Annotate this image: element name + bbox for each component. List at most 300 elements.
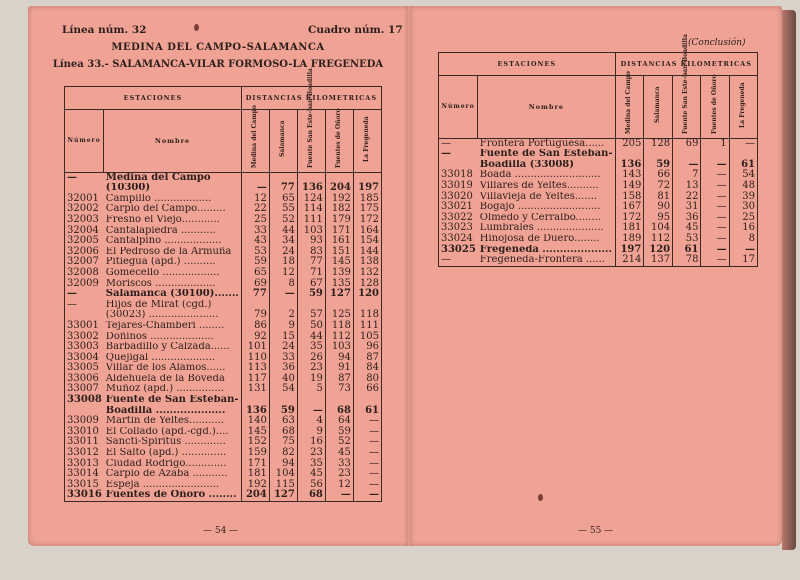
- dist-col-header: Salamanca: [653, 86, 661, 124]
- distance-value: 61: [729, 160, 757, 171]
- station-number: 33024: [441, 232, 473, 244]
- distance-value: 115: [269, 480, 297, 491]
- left-title: MEDINA DEL CAMPO-SALAMANCA: [111, 42, 325, 53]
- station-number: 32006: [67, 245, 99, 257]
- distance-value: 59: [325, 427, 353, 438]
- estaciones-header: ESTACIONES: [439, 53, 616, 76]
- distance-value: 139: [325, 268, 353, 279]
- distance-value: 185: [353, 194, 381, 205]
- distance-value: 90: [644, 202, 673, 213]
- station-number: 33019: [441, 179, 473, 191]
- ink-spot: [538, 494, 543, 501]
- distancias-header: DISTANCIAS KILOMETRICAS: [241, 87, 381, 110]
- distance-value: 61: [353, 406, 381, 417]
- distance-value: 1: [701, 138, 729, 149]
- distance-value: 23: [325, 469, 353, 480]
- distance-value: —: [353, 459, 381, 470]
- dist-col-header: Fuentes de Oñoro: [335, 108, 343, 168]
- distance-value: —: [325, 490, 353, 501]
- distance-value: 93: [297, 236, 325, 247]
- distance-value: 197: [615, 245, 644, 256]
- distance-value: 94: [269, 459, 297, 470]
- station-name: El Collado (apd.-cgd.)....: [105, 426, 229, 437]
- dist-col-header: Fuente San Este-ban-Boadilla: [307, 68, 315, 168]
- station-name: Fuente de San Esteban-: [105, 395, 239, 406]
- left-distance-table: [64, 68, 382, 502]
- distance-value: —: [701, 255, 729, 266]
- distance-value: 172: [615, 213, 644, 224]
- station-name: Gomecello ..................: [105, 267, 220, 278]
- distance-value: 79: [241, 310, 269, 321]
- distance-value: 192: [325, 194, 353, 205]
- distance-value: 197: [353, 183, 381, 194]
- numero-header: Número: [439, 76, 478, 139]
- distance-value: —: [353, 448, 381, 459]
- station-name: Quejigal ....................: [105, 352, 215, 363]
- station-number: —: [441, 137, 451, 149]
- station-number: 32009: [67, 277, 99, 289]
- distance-value: 68: [325, 406, 353, 417]
- distance-value: 9: [297, 427, 325, 438]
- station-name: Cantalapiedra ...........: [105, 225, 216, 236]
- station-number: 32001: [67, 192, 99, 204]
- distance-value: 63: [269, 416, 297, 427]
- station-name: Aldehuela de la Bóveda: [105, 373, 225, 384]
- distance-value: 96: [353, 342, 381, 353]
- station-number: 33018: [441, 169, 473, 181]
- station-name: Bogajo ..........................: [479, 202, 601, 213]
- distance-value: 110: [241, 353, 269, 364]
- station-name: Tejares-Chamberí ........: [105, 320, 225, 331]
- distance-value: 53: [241, 247, 269, 258]
- distance-value: —: [353, 480, 381, 491]
- station-name: Fregeneda ....................: [479, 244, 612, 255]
- table-row: [65, 353, 382, 364]
- right-table-body: [439, 138, 758, 266]
- station-name: Martín de Yeltes...........: [105, 416, 224, 427]
- distance-value: 152: [241, 437, 269, 448]
- table-row: [65, 427, 382, 438]
- table-row: [65, 469, 382, 480]
- left-header-line: Línea núm. 32: [62, 24, 147, 36]
- table-row: [65, 363, 382, 374]
- distance-value: 45: [297, 469, 325, 480]
- distance-value: 95: [644, 213, 673, 224]
- station-name: Sancti-Spiritus .............: [105, 437, 226, 448]
- distance-value: 13: [673, 181, 701, 192]
- distance-value: 77: [269, 183, 297, 194]
- station-name: El Pedroso de la Armuña: [105, 246, 232, 257]
- station-number: 33002: [67, 330, 99, 342]
- distance-value: 113: [241, 363, 269, 374]
- station-number: 33013: [67, 457, 99, 469]
- table-row: [439, 149, 758, 160]
- distance-value: 81: [644, 192, 673, 203]
- station-name: Ciudad Rodrigo.............: [105, 458, 227, 469]
- distance-value: 55: [269, 204, 297, 215]
- distance-value: 35: [297, 342, 325, 353]
- distance-value: 40: [269, 374, 297, 385]
- distance-value: —: [353, 416, 381, 427]
- distance-value: 125: [325, 310, 353, 321]
- table-row: [439, 160, 758, 171]
- distance-value: 159: [241, 448, 269, 459]
- station-name: Moriscos ...................: [105, 278, 216, 289]
- station-name: Fuente de San Esteban-: [479, 149, 613, 160]
- distance-value: 114: [297, 204, 325, 215]
- distance-value: 204: [325, 183, 353, 194]
- distance-value: 182: [325, 204, 353, 215]
- distance-value: 19: [297, 374, 325, 385]
- station-number: 33023: [441, 222, 473, 234]
- station-number: 33010: [67, 425, 99, 437]
- station-name: (30023) ......................: [105, 310, 219, 321]
- numero-header: Número: [65, 110, 104, 173]
- station-number: —: [67, 298, 77, 310]
- distance-value: 2: [269, 310, 297, 321]
- table-row: [439, 234, 758, 245]
- distance-value: 179: [325, 215, 353, 226]
- distance-value: 167: [615, 202, 644, 213]
- distance-value: 12: [325, 480, 353, 491]
- distance-value: 204: [241, 490, 269, 501]
- distance-value: 77: [297, 257, 325, 268]
- right-header-conclusion: (Conclusión): [688, 38, 746, 48]
- distance-value: 135: [325, 279, 353, 290]
- distance-value: 31: [673, 202, 701, 213]
- table-row: [65, 406, 382, 417]
- distance-value: 132: [353, 268, 381, 279]
- station-number: 32007: [67, 256, 99, 268]
- station-name: Fuentes de Oñoro ........: [105, 490, 237, 501]
- station-name: Campillo ..................: [105, 193, 212, 204]
- distance-value: 9: [269, 321, 297, 332]
- station-name: Villavieja de Yeltes.......: [479, 191, 598, 202]
- distance-value: 136: [241, 406, 269, 417]
- distance-value: —: [353, 490, 381, 501]
- dist-col-header: Fuentes de Oñoro: [710, 74, 718, 134]
- table-row: [439, 245, 758, 256]
- distance-value: 53: [673, 234, 701, 245]
- distance-value: 54: [729, 170, 757, 181]
- station-number: 33016: [67, 489, 102, 501]
- distance-value: 33: [325, 459, 353, 470]
- distance-value: 59: [241, 257, 269, 268]
- distance-value: 145: [241, 427, 269, 438]
- distance-value: 171: [241, 459, 269, 470]
- distance-value: —: [701, 223, 729, 234]
- table-row: [439, 138, 758, 149]
- distance-value: 33: [269, 353, 297, 364]
- station-name: Boadilla (33008): [479, 159, 575, 170]
- left-subtitle: Línea 33.- SALAMANCA-VILAR FORMOSO-LA FREGENEDA: [52, 59, 384, 70]
- station-name: Villares de Yeltes..........: [479, 180, 599, 191]
- station-number: 32008: [67, 266, 99, 278]
- distance-value: 23: [297, 448, 325, 459]
- station-number: —: [441, 254, 451, 266]
- distance-value: 181: [241, 469, 269, 480]
- station-name: Muñoz (apd.) ...............: [105, 384, 224, 395]
- distance-value: 45: [325, 448, 353, 459]
- distance-value: 171: [325, 226, 353, 237]
- table-row: [65, 437, 382, 448]
- dist-col-header: Salamanca: [279, 120, 287, 158]
- distance-value: 43: [241, 236, 269, 247]
- station-number: 33003: [67, 341, 99, 353]
- distance-value: 161: [325, 236, 353, 247]
- dist-col-header: Medina del Campo: [625, 71, 633, 134]
- distance-value: 127: [325, 289, 353, 300]
- distance-value: 131: [241, 384, 269, 395]
- dist-col-header: La Fregeneda: [739, 82, 746, 128]
- distance-value: 84: [353, 363, 381, 374]
- table-row: [65, 448, 382, 459]
- book-edge: [782, 10, 796, 550]
- distance-value: —: [353, 437, 381, 448]
- distance-value: 158: [615, 192, 644, 203]
- distance-value: 30: [729, 202, 757, 213]
- table-row: [439, 170, 758, 181]
- station-number: 33022: [441, 211, 473, 223]
- station-number: 32003: [67, 213, 99, 225]
- distance-value: 145: [325, 257, 353, 268]
- distance-value: 136: [615, 160, 644, 171]
- station-number: —: [67, 288, 77, 300]
- distance-value: 120: [353, 289, 381, 300]
- station-number: 33005: [67, 362, 99, 374]
- distance-value: 137: [644, 255, 673, 266]
- distance-value: 143: [615, 170, 644, 181]
- station-number: 33008: [67, 394, 102, 406]
- table-row: [439, 202, 758, 213]
- table-row: [65, 321, 382, 332]
- distance-value: 138: [353, 257, 381, 268]
- station-number: —: [67, 171, 77, 183]
- distance-value: 104: [269, 469, 297, 480]
- table-row: [65, 268, 382, 279]
- distance-value: 87: [353, 353, 381, 364]
- table-row: [65, 416, 382, 427]
- distance-value: 164: [353, 226, 381, 237]
- station-number: —: [441, 148, 451, 160]
- distance-value: 57: [297, 310, 325, 321]
- distance-value: 78: [673, 255, 701, 266]
- station-name: Carpio del Campo.........: [105, 204, 226, 215]
- station-number: 32004: [67, 224, 99, 236]
- distance-value: 72: [644, 181, 673, 192]
- station-number: 33004: [67, 351, 99, 363]
- distance-value: 36: [269, 363, 297, 374]
- distance-value: 205: [615, 138, 644, 149]
- right-page: [410, 6, 782, 546]
- distance-value: 45: [673, 223, 701, 234]
- station-number: 33025: [441, 243, 476, 255]
- station-name: Carpio de Azaba ...........: [105, 469, 228, 480]
- distance-value: 69: [241, 279, 269, 290]
- distance-value: 39: [729, 192, 757, 203]
- distance-value: —: [269, 289, 297, 300]
- distance-value: —: [701, 234, 729, 245]
- station-name: Boada ...........................: [479, 170, 601, 181]
- distance-value: 124: [297, 194, 325, 205]
- table-row: [439, 192, 758, 203]
- station-number: 33007: [67, 383, 99, 395]
- station-number: 32005: [67, 235, 99, 247]
- distance-value: 61: [673, 245, 701, 256]
- right-page-number: — 55 —: [578, 526, 614, 536]
- distance-value: 82: [269, 448, 297, 459]
- distance-value: —: [673, 160, 701, 171]
- left-page: [28, 6, 408, 546]
- distance-value: 214: [615, 255, 644, 266]
- nombre-header: Nombre: [104, 110, 241, 173]
- station-name: Medina del Campo: [105, 172, 211, 183]
- distance-value: 128: [644, 138, 673, 149]
- distance-value: 16: [297, 437, 325, 448]
- distance-value: 24: [269, 342, 297, 353]
- distance-value: —: [701, 181, 729, 192]
- station-name: Hinojosa de Duero........: [479, 233, 600, 244]
- estaciones-header: ESTACIONES: [65, 87, 242, 110]
- station-name: Barbadillo y Calzada......: [105, 342, 230, 353]
- distance-value: 175: [353, 204, 381, 215]
- distance-value: 64: [325, 416, 353, 427]
- distance-value: 12: [269, 268, 297, 279]
- station-number: 33001: [67, 319, 99, 331]
- table-row: [65, 342, 382, 353]
- distance-value: 127: [269, 490, 297, 501]
- table-row: [65, 289, 382, 300]
- distance-value: 69: [673, 138, 701, 149]
- left-table-body: [65, 172, 382, 501]
- distance-value: 189: [615, 234, 644, 245]
- station-number: 33020: [441, 190, 473, 202]
- distance-value: 5: [297, 384, 325, 395]
- distance-value: 181: [615, 223, 644, 234]
- distance-value: 66: [353, 384, 381, 395]
- distance-value: 112: [644, 234, 673, 245]
- distance-value: —: [729, 138, 757, 149]
- station-name: Doñinos ....................: [105, 331, 214, 342]
- left-header-cuadro: Cuadro núm. 17: [308, 24, 403, 36]
- distance-value: 66: [644, 170, 673, 181]
- station-number: 33012: [67, 447, 99, 459]
- distance-value: 92: [241, 332, 269, 343]
- distance-value: 12: [241, 194, 269, 205]
- table-row: [439, 181, 758, 192]
- distance-value: 25: [241, 215, 269, 226]
- distance-value: 59: [644, 160, 673, 171]
- distance-value: 104: [644, 223, 673, 234]
- distance-value: 80: [353, 374, 381, 385]
- station-name: Fresno el Viejo............: [105, 214, 220, 225]
- distance-value: 23: [297, 363, 325, 374]
- distance-value: 83: [297, 247, 325, 258]
- table-row: [65, 374, 382, 385]
- distance-value: 86: [241, 321, 269, 332]
- distance-value: 68: [297, 490, 325, 501]
- distance-value: —: [353, 469, 381, 480]
- distance-value: 118: [353, 310, 381, 321]
- distance-value: 33: [241, 226, 269, 237]
- station-name: Olmedo y Cerralbo........: [479, 212, 601, 223]
- distance-value: 103: [325, 342, 353, 353]
- station-number: 33014: [67, 468, 99, 480]
- dist-col-header: Fuente San Este-ban-Boadilla: [682, 34, 690, 134]
- distance-value: 101: [241, 342, 269, 353]
- distance-value: 22: [673, 192, 701, 203]
- station-number: 33009: [67, 415, 99, 427]
- distance-value: —: [297, 406, 325, 417]
- station-name: Boadilla ....................: [105, 405, 226, 416]
- distance-value: —: [701, 245, 729, 256]
- distance-value: 44: [297, 332, 325, 343]
- distance-value: 140: [241, 416, 269, 427]
- distance-value: 87: [325, 374, 353, 385]
- station-number: 33021: [441, 201, 473, 213]
- distance-value: —: [353, 427, 381, 438]
- distance-value: 172: [353, 215, 381, 226]
- distance-value: 8: [729, 234, 757, 245]
- distance-value: 7: [673, 170, 701, 181]
- distance-value: 52: [269, 215, 297, 226]
- table-row: [439, 223, 758, 234]
- distance-value: 192: [241, 480, 269, 491]
- table-row: [439, 255, 758, 266]
- station-name: (10300): [105, 183, 151, 194]
- distance-value: —: [701, 213, 729, 224]
- distance-value: 50: [297, 321, 325, 332]
- station-name: Cantalpino ..................: [105, 236, 222, 247]
- distance-value: 8: [269, 279, 297, 290]
- station-name: Hijos de Mirat (cgd.): [105, 299, 212, 310]
- distance-value: 103: [297, 226, 325, 237]
- distance-value: 71: [297, 268, 325, 279]
- table-row: [65, 215, 382, 226]
- table-row: [65, 384, 382, 395]
- distance-value: 16: [729, 223, 757, 234]
- distance-value: 65: [241, 268, 269, 279]
- distance-value: —: [701, 160, 729, 171]
- table-row: [65, 459, 382, 470]
- distance-value: 48: [729, 181, 757, 192]
- distance-value: 4: [297, 416, 325, 427]
- station-number: 32002: [67, 203, 99, 215]
- station-name: Espeja ........................: [105, 479, 220, 490]
- distance-value: 44: [269, 226, 297, 237]
- distance-value: 34: [269, 236, 297, 247]
- distancias-header: DISTANCIAS KILOMETRICAS: [615, 53, 757, 76]
- distance-value: 118: [325, 321, 353, 332]
- distance-value: 65: [269, 194, 297, 205]
- ink-spot: [194, 24, 199, 31]
- distance-value: 120: [644, 245, 673, 256]
- distance-value: 105: [353, 332, 381, 343]
- station-name: El Salto (apd.) ..............: [105, 448, 227, 459]
- distance-value: 91: [325, 363, 353, 374]
- distance-value: 111: [353, 321, 381, 332]
- station-name: Frontera Portuguesa......: [479, 138, 605, 149]
- distance-value: 149: [615, 181, 644, 192]
- distance-value: 73: [325, 384, 353, 395]
- distance-value: 52: [325, 437, 353, 448]
- left-page-number: — 54 —: [203, 526, 239, 536]
- distance-value: 56: [297, 480, 325, 491]
- station-number: 33011: [67, 436, 99, 448]
- station-name: Fregeneda-Frontera ......: [479, 255, 605, 266]
- station-name: Pitiegua (apd.) ..........: [105, 257, 216, 268]
- distance-value: 67: [297, 279, 325, 290]
